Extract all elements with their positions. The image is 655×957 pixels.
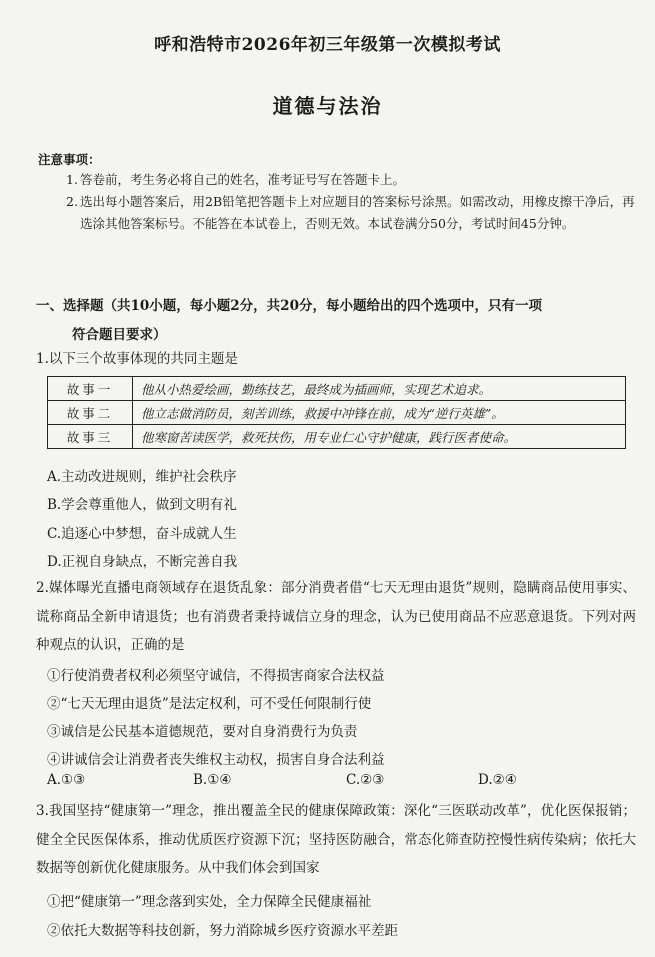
statement: ②依托大数据等科技创新，努力消除城乡医疗资源水平差距 [47,923,398,939]
notice-item [66,169,636,191]
table-cell-text: 他立志做消防员，刻苦训练，救援中冲锋在前，成为“逆行英雄”。 [133,401,626,425]
statement: ④讲诚信会让消费者丧失维权主动权，损害自身合法利益 [47,752,385,768]
notice-item [66,191,636,235]
option-b: B.①④ [193,772,232,788]
table-cell-text: 他寒窗苦读医学，救死扶伤，用专业仁心守护健康，践行医者使命。 [133,425,626,449]
option-c: C.②③ [346,772,385,788]
option-d: D.正视自身缺点，不断完善自我 [47,554,238,570]
question-2-stem: 2.媒体曝光直播电商领域存在退货乱象：部分消费者借“七天无理由退货”规则，隐瞒商品使用事实、谎称商品全新申请退货；也有消费者秉持诚信立身的理念，认为已使用商品不应恶意退货。下列对两种观点的认识，正确的是 [36,580,636,653]
table-cell-text: 他从小热爱绘画，勤练技艺，最终成为插画师，实现艺术追求。 [133,377,626,401]
subject-title: 道德与法治 [272,94,383,118]
section-heading-line2: 符合题目要求） [72,327,167,343]
table-row [48,425,626,449]
notice-title: 注意事项： [38,152,101,167]
notice-item-text: 选出每小题答案后，用2B铅笔把答题卡上对应题目的答案标号涂黑。如需改动，用橡皮擦干净后，再选涂其他答案标号。不能答在本试卷上，否则无效。本试卷满分50分，考试时间45分钟。 [80,194,635,231]
option-a: A.①③ [47,772,86,788]
option-a: A.主动改进规则，维护社会秩序 [47,469,237,485]
statement: ①把“健康第一”理念落到实处，全力保障全民健康福祉 [47,894,372,910]
notice-item-number: 2. [66,194,78,209]
table-cell-label: 故事三 [48,425,133,449]
question-1-stem: 1.以下三个故事体现的共同主题是 [36,351,238,367]
table-row [48,401,626,425]
notice-item-text: 答卷前，考生务必将自己的姓名，准考证号写在答题卡上。 [80,172,406,187]
statement: ②“七天无理由退货”是法定权利，可不受任何限制行使 [47,696,372,712]
section-heading-line1: 一、选择题（共10小题，每小题2分，共20分，每小题给出的四个选项中，只有一项 [36,298,542,314]
story-table [47,376,626,449]
table-row [48,377,626,401]
table-cell-label: 故事二 [48,401,133,425]
question-3-stem: 3.我国坚持“健康第一”理念，推出覆盖全民的健康保障政策：深化“三医联动改革”，优化医保报销；健全全民医保体系，推动优质医疗资源下沉；坚持医防融合，常态化筛查防控慢性病传染病；依托大数据等创新优化健康服务。从中我们体会到国家 [36,803,636,876]
exam-title: 呼和浩特市2026年初三年级第一次模拟考试 [154,35,501,55]
option-c: C.追逐心中梦想，奋斗成就人生 [47,526,237,542]
option-d: D.②④ [478,772,517,788]
option-b: B.学会尊重他人，做到文明有礼 [47,497,237,513]
statement: ①行使消费者权利必须坚守诚信，不得损害商家合法权益 [47,668,385,684]
notice-item-number: 1. [66,172,78,187]
section-heading [36,292,636,350]
table-cell-label: 故事一 [48,377,133,401]
statement: ③诚信是公民基本道德规范，要对自身消费行为负责 [47,724,358,740]
